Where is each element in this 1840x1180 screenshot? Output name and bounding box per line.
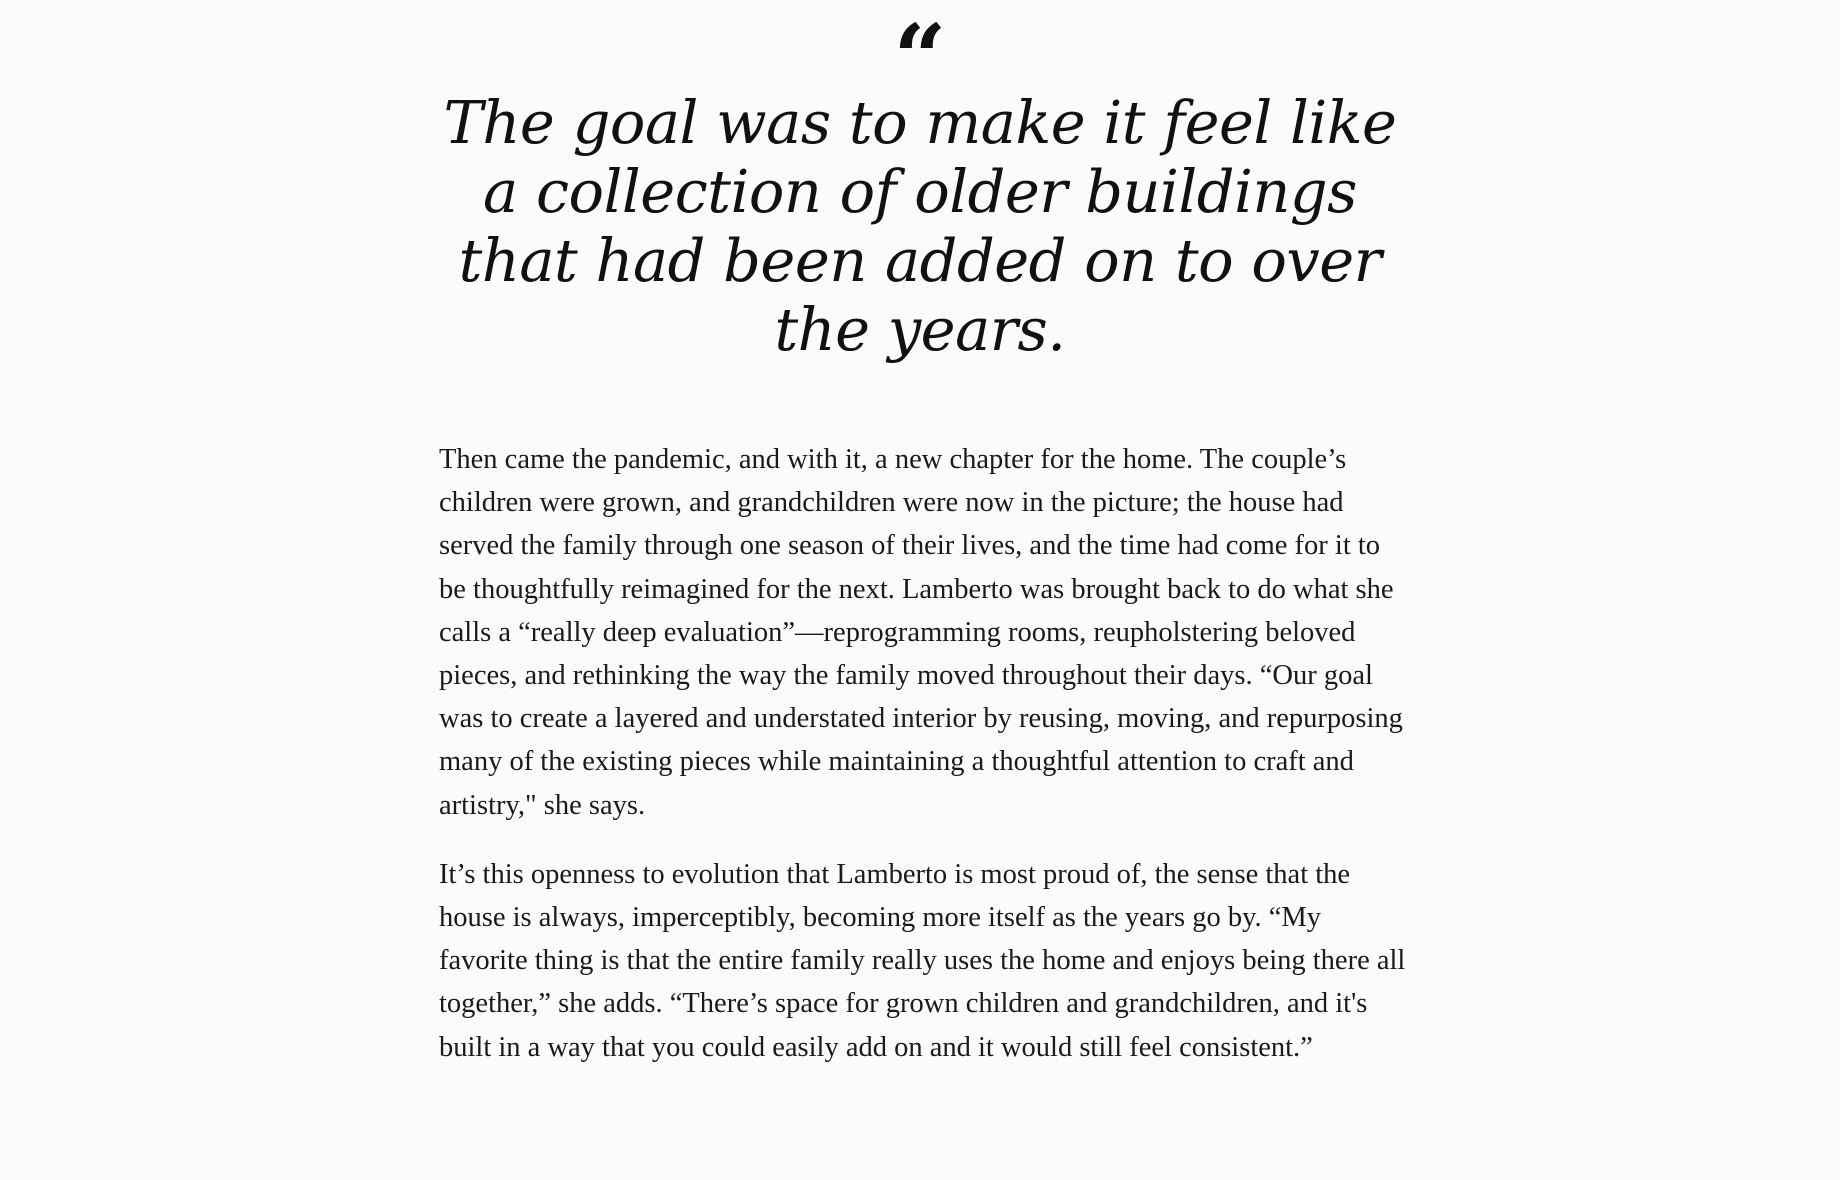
- body-paragraph: It’s this openness to evolution that Lamberto is most proud of, the sense that the house is always, imperceptibly, becoming more itself as the years go by. “My favorite thing is that the entire family really uses the home and enjoys being there all together,” she adds. “There’s space for grown children and grandchildren, and it's built in a way that you could easily add on and it would still feel consistent.”: [439, 858, 1406, 1063]
- body-paragraph: Then came the pandemic, and with it, a new chapter for the home. The couple’s children were grown, and grandchildren were now in the picture; the house had served the family through one season of their lives, and the time had come for it to be thoughtfully reimagined for the next. Lamberto was brought back to do what she calls a “really deep evaluation”—reprogramming rooms, reupholstering beloved pieces, and rethinking the way the family moved throughout their days. “Our goal was to create a layered and understated interior by reusing, moving, and repurposing many of the existing pieces while maintaining a thoughtful attention to craft and artistry," she says.: [439, 444, 1403, 821]
- pull-quote: The goal was to make it feel like a collection of older buildings that had been added on to over the years.: [443, 88, 1397, 364]
- article-body: [439, 438, 1414, 1095]
- quotation-mark-icon: “: [893, 4, 947, 112]
